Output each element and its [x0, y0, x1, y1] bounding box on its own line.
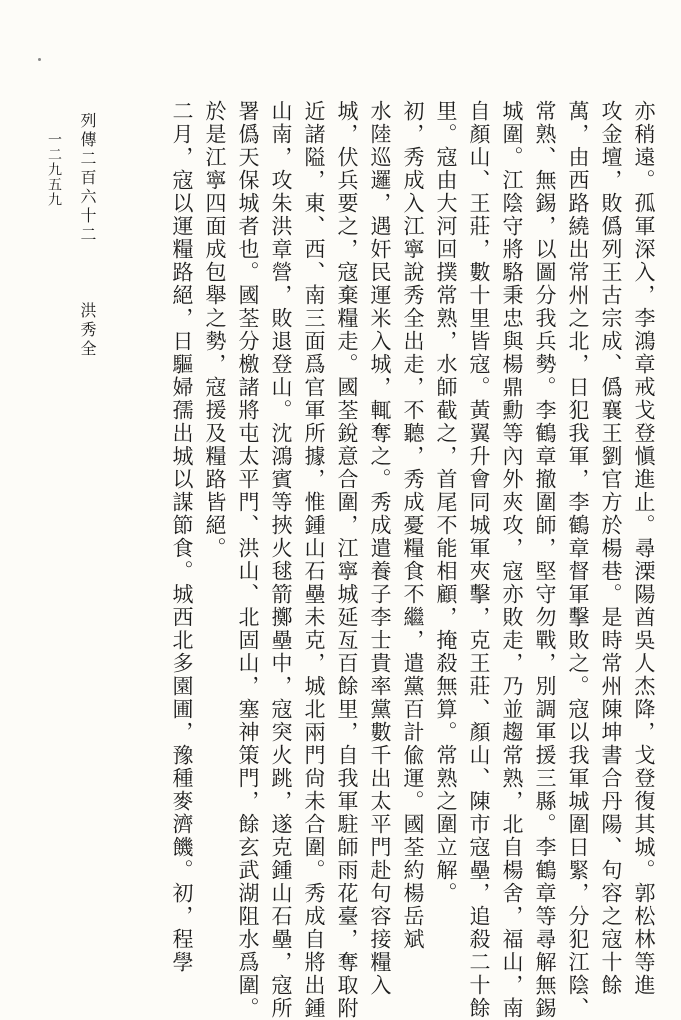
text-column: 近諸隘，東、西、南三面爲官軍所據，惟鍾山石壘未克，城北兩門尙未合圍。秀成自將出鍾 [302, 100, 326, 1020]
text-column: 攻金壇，敗僞列王古宗成、僞襄王劉官方於楊巷。是時常州陳坤書合丹陽、句容之寇十餘 [599, 100, 623, 997]
chapter-title: 列傳二百六十二 [78, 112, 97, 245]
text-column: 山南，攻朱洪章營，敗退登山。沈鴻賓等挾火毬箭擲壘中，寇突火跳，遂克鍾山石壘，寇所 [269, 100, 293, 1020]
text-column: 二月，寇以運糧路絕，日驅婦孺出城以謀節食。城西北多園圃，豫種麥濟饑。初，程學 [170, 100, 194, 974]
text-column: 署僞天保城者也。國荃分檄諸將屯太平門、洪山、北固山，塞神策門，餘玄武湖阻水爲圍。 [236, 100, 260, 1020]
text-column: 初，秀成入江寧說秀全出走，不聽，秀成憂糧食不繼，遣黨百計偸運。國荃約楊岳斌 [401, 100, 425, 951]
text-column: 亦稍遠。孤軍深入，李鴻章戒戈登愼進止。尋溧陽酋吳人杰降，戈登復其城。郭松林等進 [632, 100, 656, 997]
chapter-header [76, 112, 98, 932]
text-column: 城，伏兵要之，寇棄糧走。國荃銳意合圍，江寧城延亙百餘里，自我軍駐師雨花臺，奪取附 [335, 100, 359, 1020]
text-column: 自顏山、王莊，數十里皆寇。黃翼升會同城軍夾擊，克王莊、顏山、陳市寇壘，追殺二十餘 [467, 100, 491, 1020]
page-number: 一二九五九 [46, 132, 62, 207]
text-column: 里。寇由大河回撲常熟，水師截之，首尾不能相顧，掩殺無算。常熟之圍立解。 [434, 100, 458, 905]
text-column: 常熟、無錫，以圖分我兵勢。李鶴章撤圍師，堅守勿戰，別調軍援三縣。李鶴章等尋解無錫 [533, 100, 557, 1020]
text-column: 水陸巡邏，遇奸民運米入城，輒奪之。秀成遣養子李士貴率黨數千出太平門赴句容接糧入 [368, 100, 392, 997]
chapter-person: 洪秀全 [78, 302, 97, 359]
body-text [108, 100, 660, 1020]
text-column: 萬，由西路繞出常州之北，日犯我軍，李鶴章督軍擊敗之。寇以我軍城圍日緊，分犯江陰、 [566, 100, 590, 1020]
text-column: 城圍。江陰守將駱秉忠與楊鼎勳等內外夾攻，寇亦敗走，乃並趨常熟，北自楊舍，福山，南 [500, 100, 524, 1020]
text-column: 於是江寧四面成包舉之勢，寇援及糧路皆絕。 [203, 100, 227, 560]
scan-speck [38, 58, 41, 61]
